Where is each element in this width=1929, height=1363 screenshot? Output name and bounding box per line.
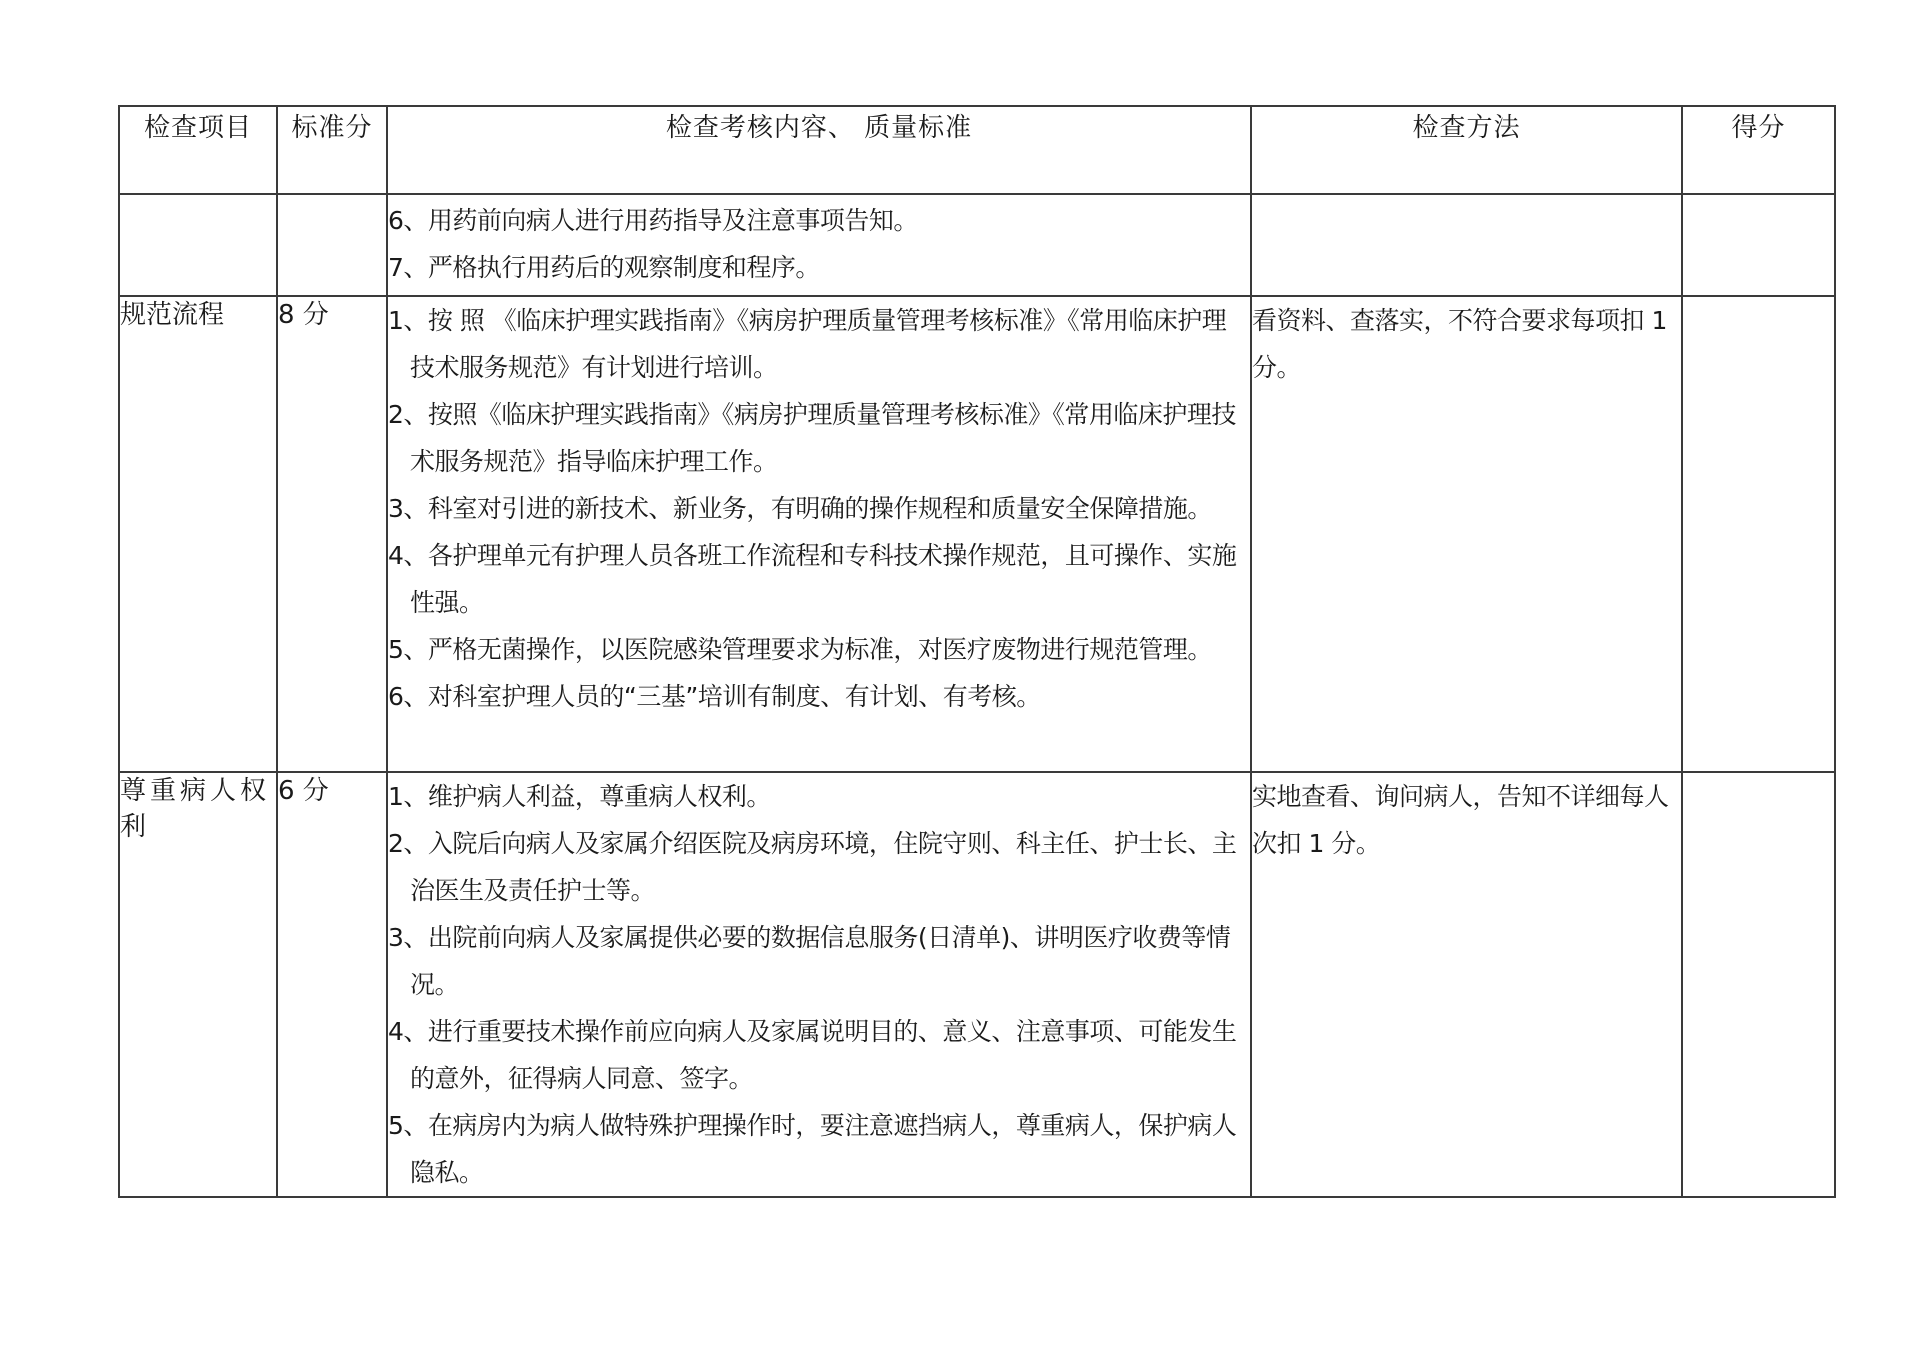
score-cell: 8 分 bbox=[277, 296, 387, 772]
table-row bbox=[119, 296, 1835, 772]
content-cell bbox=[387, 194, 1251, 296]
table-row bbox=[119, 194, 1835, 296]
content-line: 2、入院后向病人及家属介绍医院及病房环境，住院守则、科主任、护士长、主治医生及责任护士等。 bbox=[388, 829, 1237, 905]
method-cell: 看资料、查落实，不符合要求每项扣 1 分。 bbox=[1251, 296, 1682, 772]
header-content: 检查考核内容、 质量标准 bbox=[387, 106, 1251, 194]
item-cell: 规范流程 bbox=[119, 296, 277, 772]
content-line: 3、科室对引进的新技术、新业务，有明确的操作规程和质量安全保障措施。 bbox=[388, 494, 1212, 523]
inspection-table bbox=[118, 105, 1836, 1198]
content-line: 5、在病房内为病人做特殊护理操作时，要注意遮挡病人，尊重病人，保护病人隐私。 bbox=[388, 1111, 1237, 1187]
score-cell: 6 分 bbox=[277, 772, 387, 1197]
content-line: 5、严格无菌操作，以医院感染管理要求为标准，对医疗废物进行规范管理。 bbox=[388, 635, 1212, 664]
content-line: 6、对科室护理人员的“三基”培训有制度、有计划、有考核。 bbox=[388, 682, 1041, 711]
score-cell bbox=[277, 194, 387, 296]
header-method: 检查方法 bbox=[1251, 106, 1682, 194]
content-line: 1、按 照 《临床护理实践指南》《病房护理质量管理考核标准》《常用临床护理技术服务规范》有计划进行培训。 bbox=[388, 306, 1227, 382]
content-line: 4、各护理单元有护理人员各班工作流程和专科技术操作规范，且可操作、实施性强。 bbox=[388, 541, 1237, 617]
header-item: 检查项目 bbox=[119, 106, 277, 194]
inspection-sheet bbox=[118, 105, 1834, 1198]
content-line: 2、按照《临床护理实践指南》《病房护理质量管理考核标准》《常用临床护理技术服务规范》指导临床护理工作。 bbox=[388, 400, 1236, 476]
header-score: 标准分 bbox=[277, 106, 387, 194]
content-line: 3、出院前向病人及家属提供必要的数据信息服务(日清单)、讲明医疗收费等情况。 bbox=[388, 923, 1231, 999]
result-cell bbox=[1682, 194, 1835, 296]
content-cell bbox=[387, 772, 1251, 1197]
content-line: 6、用药前向病人进行用药指导及注意事项告知。 bbox=[388, 206, 918, 235]
result-cell bbox=[1682, 296, 1835, 772]
item-cell: 尊重病人权利 bbox=[119, 772, 277, 1197]
content-line: 4、进行重要技术操作前应向病人及家属说明目的、意义、注意事项、可能发生的意外，征得病人同意、签字。 bbox=[388, 1017, 1237, 1093]
table-row bbox=[119, 772, 1835, 1197]
header-result: 得分 bbox=[1682, 106, 1835, 194]
header-row bbox=[119, 106, 1835, 194]
content-cell bbox=[387, 296, 1251, 772]
content-line: 1、维护病人利益，尊重病人权利。 bbox=[388, 782, 771, 811]
content-line: 7、严格执行用药后的观察制度和程序。 bbox=[388, 253, 820, 282]
method-cell: 实地查看、询问病人，告知不详细每人次扣 1 分。 bbox=[1251, 772, 1682, 1197]
item-cell bbox=[119, 194, 277, 296]
method-cell bbox=[1251, 194, 1682, 296]
result-cell bbox=[1682, 772, 1835, 1197]
